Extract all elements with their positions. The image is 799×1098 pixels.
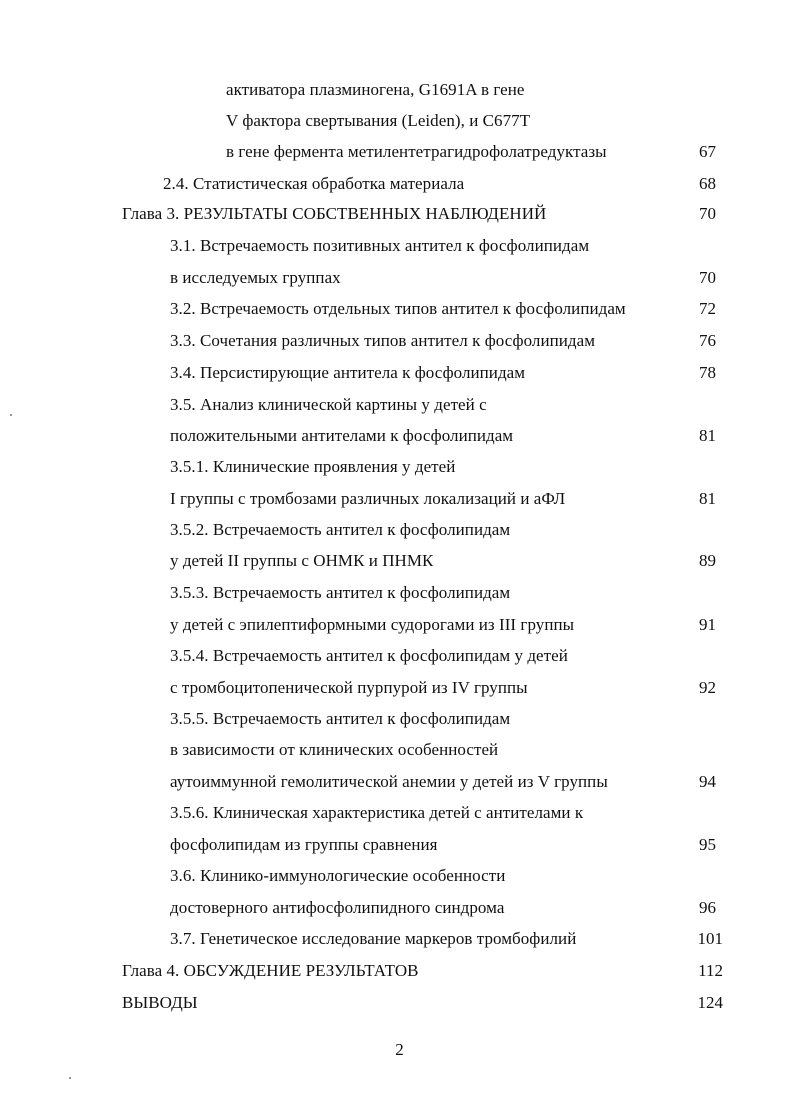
toc-page-number: 112 — [698, 961, 723, 980]
scan-speck — [10, 414, 12, 416]
toc-entry-text: 2.4. Статистическая обработка материала — [163, 174, 465, 193]
toc-entry-text: 3.5.4. Встречаемость антител к фосфолипидам у детей — [170, 646, 568, 665]
toc-page-number: 92 — [699, 678, 716, 697]
toc-entry-text: 3.4. Персистирующие антитела к фосфолипидам — [170, 363, 526, 382]
toc-entry-text: 3.5.5. Встречаемость антител к фосфолипидам — [170, 709, 511, 728]
toc-entry-text: у детей с эпилептиформными судорогами из III группы — [170, 615, 575, 634]
toc-page-number: 68 — [699, 174, 716, 193]
toc-page-number: 67 — [699, 142, 716, 161]
toc-entry-text: ВЫВОДЫ — [122, 993, 198, 1012]
scan-speck — [69, 1077, 71, 1079]
toc-entry-text: активатора плазминогена, G1691A в гене — [226, 80, 525, 99]
toc-page-number: 78 — [699, 363, 716, 382]
toc-entry-text: 3.5.2. Встречаемость антител к фосфолипидам — [170, 520, 511, 539]
toc-entry-text: 3.7. Генетическое исследование маркеров тромбофилий — [170, 929, 577, 948]
toc-page-number: 124 — [697, 993, 723, 1012]
toc-entry-text: 3.6. Клинико-иммунологические особенности — [170, 866, 506, 885]
toc-entry-text: Глава 4. ОБСУЖДЕНИЕ РЕЗУЛЬТАТОВ — [122, 961, 419, 980]
toc-page-number: 94 — [699, 772, 716, 791]
toc-entry-text: 3.2. Встречаемость отдельных типов антител к фосфолипидам — [170, 299, 626, 318]
toc-entry-text: 3.1. Встречаемость позитивных антител к фосфолипидам — [170, 236, 590, 255]
toc-entry-text: в гене фермента метилентетрагидрофолатредуктазы — [226, 142, 607, 161]
toc-page-number: 81 — [699, 489, 716, 508]
toc-page-number: 81 — [699, 426, 716, 445]
toc-entry-text: Глава 3. РЕЗУЛЬТАТЫ СОБСТВЕННЫХ НАБЛЮДЕНИЙ — [122, 204, 547, 223]
toc-entry-text: I группы с тромбозами различных локализаций и аФЛ — [170, 489, 566, 508]
toc-entry-text: 3.3. Сочетания различных типов антител к фосфолипидам — [170, 331, 596, 350]
toc-entry-text: аутоиммунной гемолитической анемии у детей из V группы — [170, 772, 608, 791]
toc-entry-text: в исследуемых группах — [170, 268, 341, 287]
toc-page-number: 95 — [699, 835, 716, 854]
toc-page-number: 96 — [699, 898, 716, 917]
toc-entry-text: с тромбоцитопенической пурпурой из IV группы — [170, 678, 528, 697]
toc-entry-text: 3.5. Анализ клинической картины у детей с — [170, 395, 487, 414]
toc-page-number: 70 — [699, 204, 716, 223]
toc-entry-text: 3.5.6. Клиническая характеристика детей с антителами к — [170, 803, 584, 822]
toc-entry-text: 3.5.3. Встречаемость антител к фосфолипидам — [170, 583, 511, 602]
toc-entry-text: положительными антителами к фосфолипидам — [170, 426, 514, 445]
toc-page-number: 70 — [699, 268, 716, 287]
toc-page-number: 91 — [699, 615, 716, 634]
toc-entry-text: фосфолипидам из группы сравнения — [170, 835, 438, 854]
toc-entry-text: V фактора свертывания (Leiden), и C677T — [226, 111, 531, 130]
toc-page-number: 72 — [699, 299, 716, 318]
toc-entry-text: в зависимости от клинических особенностей — [170, 740, 499, 759]
toc-entry-text: у детей II группы с ОНМК и ПНМК — [170, 551, 434, 570]
toc-page-number: 89 — [699, 551, 716, 570]
page-number: 2 — [395, 1040, 404, 1059]
toc-entry-text: 3.5.1. Клинические проявления у детей — [170, 457, 456, 476]
toc-entry-text: достоверного антифосфолипидного синдрома — [170, 898, 505, 917]
toc-page-number: 101 — [697, 929, 723, 948]
toc-page-number: 76 — [699, 331, 716, 350]
